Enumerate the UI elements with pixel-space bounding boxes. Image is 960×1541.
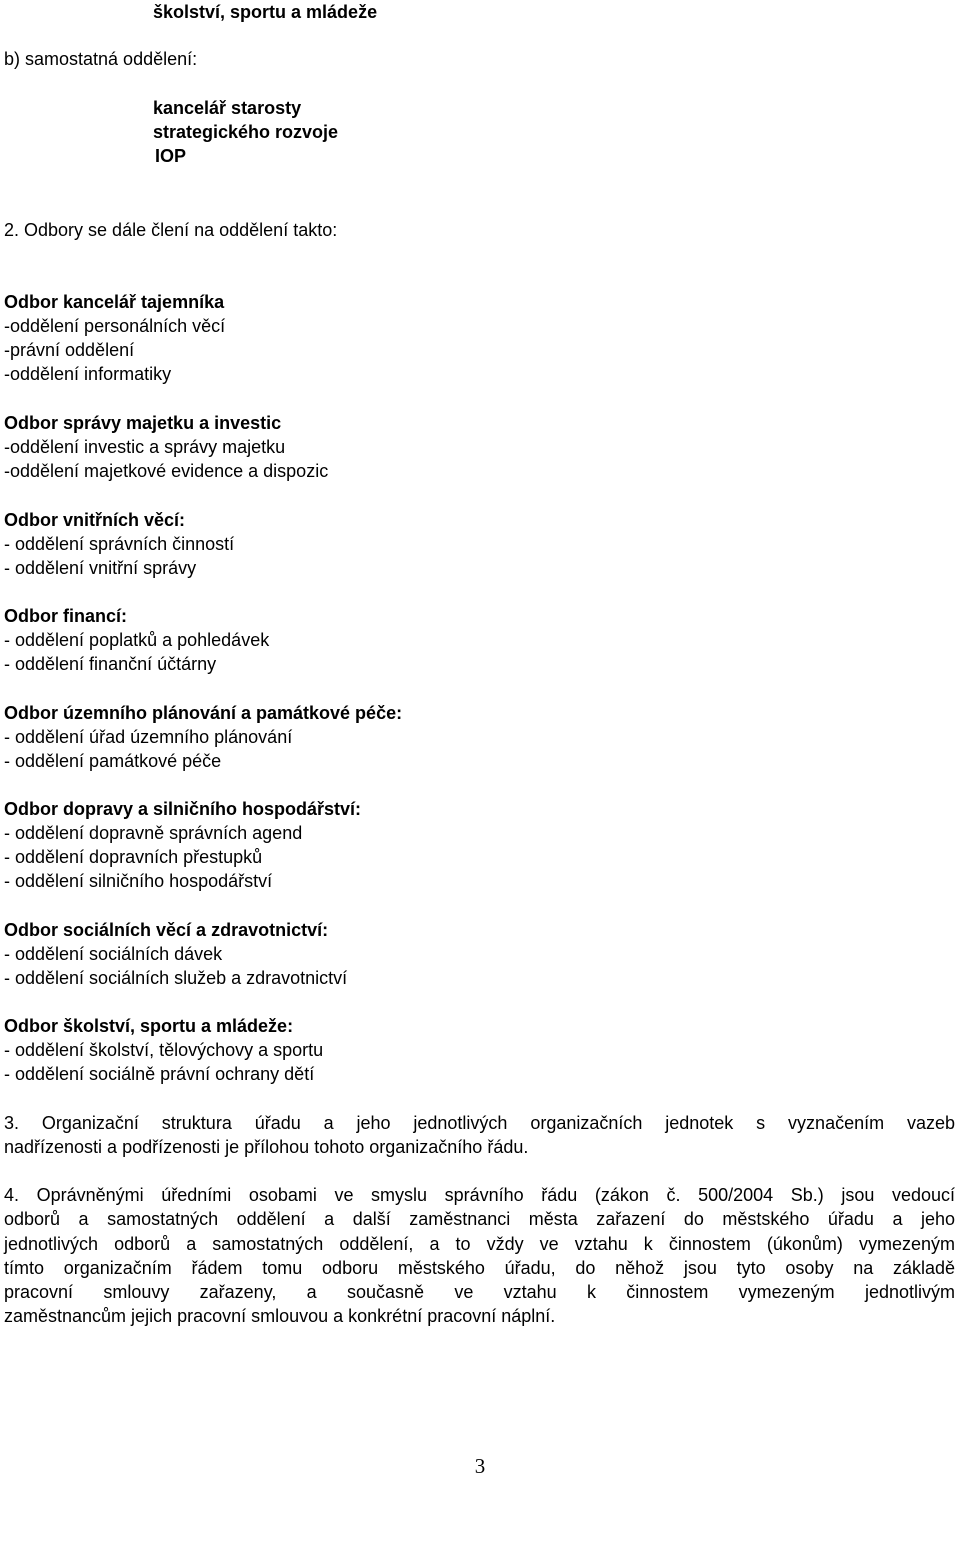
- department-title: Odbor územního plánování a památkové péče:: [4, 703, 403, 723]
- department-item: - oddělení úřad územního plánování: [4, 727, 293, 747]
- department-item: - oddělení sociálních dávek: [4, 944, 223, 964]
- department-item: - oddělení památkové péče: [4, 751, 222, 771]
- department-title: Odbor kancelář tajemníka: [4, 292, 225, 312]
- department-title: Odbor vnitřních věcí:: [4, 510, 186, 530]
- point-4-line: 4. Oprávněnými úředními osobami ve smyslu správního řádu (zákon č. 500/2004 Sb.) jsou vedoucí: [4, 1185, 955, 1205]
- page-number: 3: [474, 1454, 486, 1478]
- section-b-item: strategického rozvoje: [153, 122, 339, 142]
- point-3-line: 3. Organizační struktura úřadu a jeho jednotlivých organizačních jednotek s vyznačením vazeb: [4, 1113, 955, 1133]
- section-b-item: IOP: [155, 146, 187, 166]
- point-3-line: nadřízenosti a podřízenosti je přílohou tohoto organizačního řádu.: [4, 1137, 529, 1157]
- point-4-line: pracovní smlouvy zařazeny, a současně ve vztahu k činnostem vymezeným jednotlivým: [4, 1282, 955, 1302]
- point-4-line: tímto organizačním řádem tomu odboru městského úřadu, do něhož jsou tyto osoby na základě: [4, 1258, 955, 1278]
- department-item: -oddělení personálních věcí: [4, 316, 226, 336]
- department-item: - oddělení finanční účtárny: [4, 654, 217, 674]
- point-4-line: jednotlivých odborů a samostatných oddělení, a to vždy ve vztahu k činnostem (úkonům) vymezeným: [4, 1234, 955, 1254]
- department-item: -oddělení informatiky: [4, 364, 172, 384]
- department-item: - oddělení silničního hospodářství: [4, 871, 273, 891]
- section-b-item: kancelář starosty: [153, 98, 302, 118]
- department-item: -oddělení investic a správy majetku: [4, 437, 286, 457]
- department-item: - oddělení poplatků a pohledávek: [4, 630, 270, 650]
- department-item: - oddělení sociálně právní ochrany dětí: [4, 1064, 315, 1084]
- department-item: - oddělení sociálních služeb a zdravotnictví: [4, 968, 348, 988]
- department-title: Odbor sociálních věcí a zdravotnictví:: [4, 920, 329, 940]
- point-4-line: zaměstnancům jejich pracovní smlouvou a konkrétní pracovní náplní.: [4, 1306, 556, 1326]
- point-4-line: odborů a samostatných oddělení a další zaměstnanci města zařazení do městského úřadu a jeho: [4, 1209, 955, 1229]
- department-item: - oddělení správních činností: [4, 534, 235, 554]
- department-item: - oddělení dopravně správních agend: [4, 823, 303, 843]
- department-title: Odbor financí:: [4, 606, 127, 626]
- department-item: -právní oddělení: [4, 340, 135, 360]
- department-title: Odbor školství, sportu a mládeže:: [4, 1016, 294, 1036]
- department-item: - oddělení školství, tělovýchovy a sportu: [4, 1040, 324, 1060]
- top-fragment: školství, sportu a mládeže: [153, 2, 378, 22]
- point-2: 2. Odbory se dále člení na oddělení takto:: [4, 220, 338, 240]
- department-item: - oddělení dopravních přestupků: [4, 847, 263, 867]
- department-title: Odbor dopravy a silničního hospodářství:: [4, 799, 362, 819]
- department-item: - oddělení vnitřní správy: [4, 558, 197, 578]
- department-title: Odbor správy majetku a investic: [4, 413, 282, 433]
- department-item: -oddělení majetkové evidence a dispozic: [4, 461, 329, 481]
- section-b-label: b) samostatná oddělení:: [4, 49, 198, 69]
